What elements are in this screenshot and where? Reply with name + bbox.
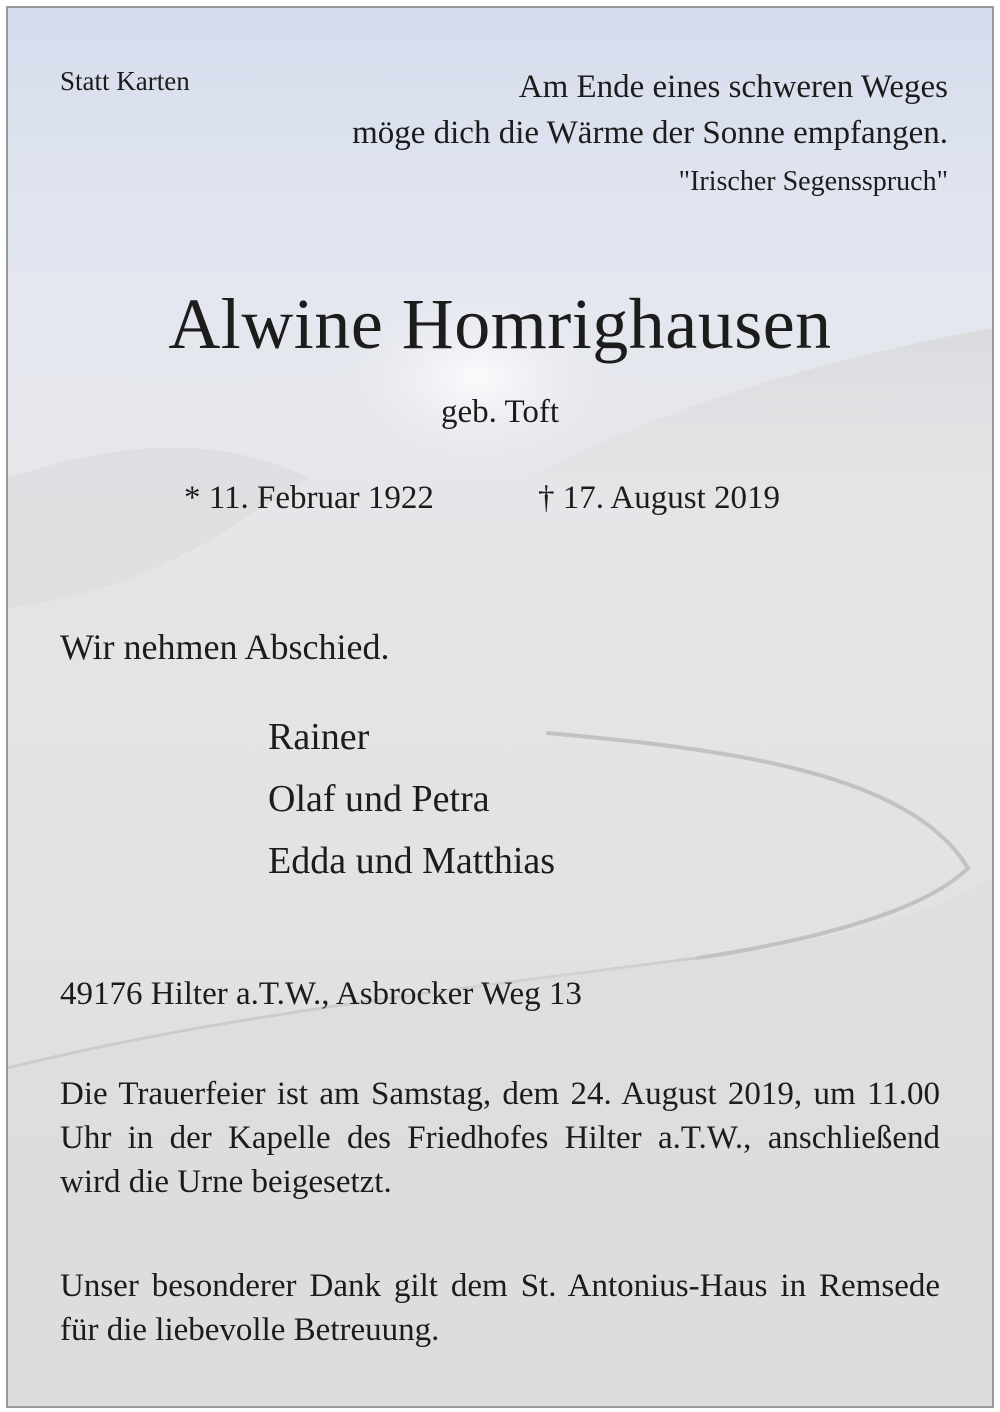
birth-date: * 11. Februar 1922 <box>184 480 434 516</box>
farewell-line: Wir nehmen Abschied. <box>60 627 390 667</box>
deceased-name: Alwine Homrighausen <box>168 284 832 364</box>
funeral-service-info: Die Trauerfeier ist am Samstag, dem 24. August 2019, um 11.00 Uhr in der Kapelle des Friedhofes Hilter a.T.W., anschließend wird die Urne beigesetzt. <box>60 1076 940 1200</box>
quote-source: "Irischer Segensspruch" <box>678 166 948 197</box>
dune-ridge-left <box>8 448 308 608</box>
death-date: † 17. August 2019 <box>538 480 781 516</box>
quote-line-2: möge dich die Wärme der Sonne empfangen. <box>352 115 948 151</box>
birth-name: geb. Toft <box>440 394 560 430</box>
quote-line-1: Am Ende eines schweren Weges <box>518 69 948 105</box>
statt-karten-label: Statt Karten <box>60 66 190 96</box>
mourner-name: Rainer <box>268 716 370 758</box>
thanks-note: Unser besonderer Dank gilt dem St. Antonius-Haus in Remsede für die liebevolle Betreuung. <box>60 1268 940 1348</box>
mourners-list <box>268 706 555 892</box>
mourner-name: Olaf und Petra <box>268 778 490 820</box>
mourner-name: Edda und Matthias <box>268 840 556 882</box>
obituary-card <box>6 6 994 1408</box>
address: 49176 Hilter a.T.W., Asbrocker Weg 13 <box>60 976 582 1012</box>
quote <box>352 64 948 156</box>
